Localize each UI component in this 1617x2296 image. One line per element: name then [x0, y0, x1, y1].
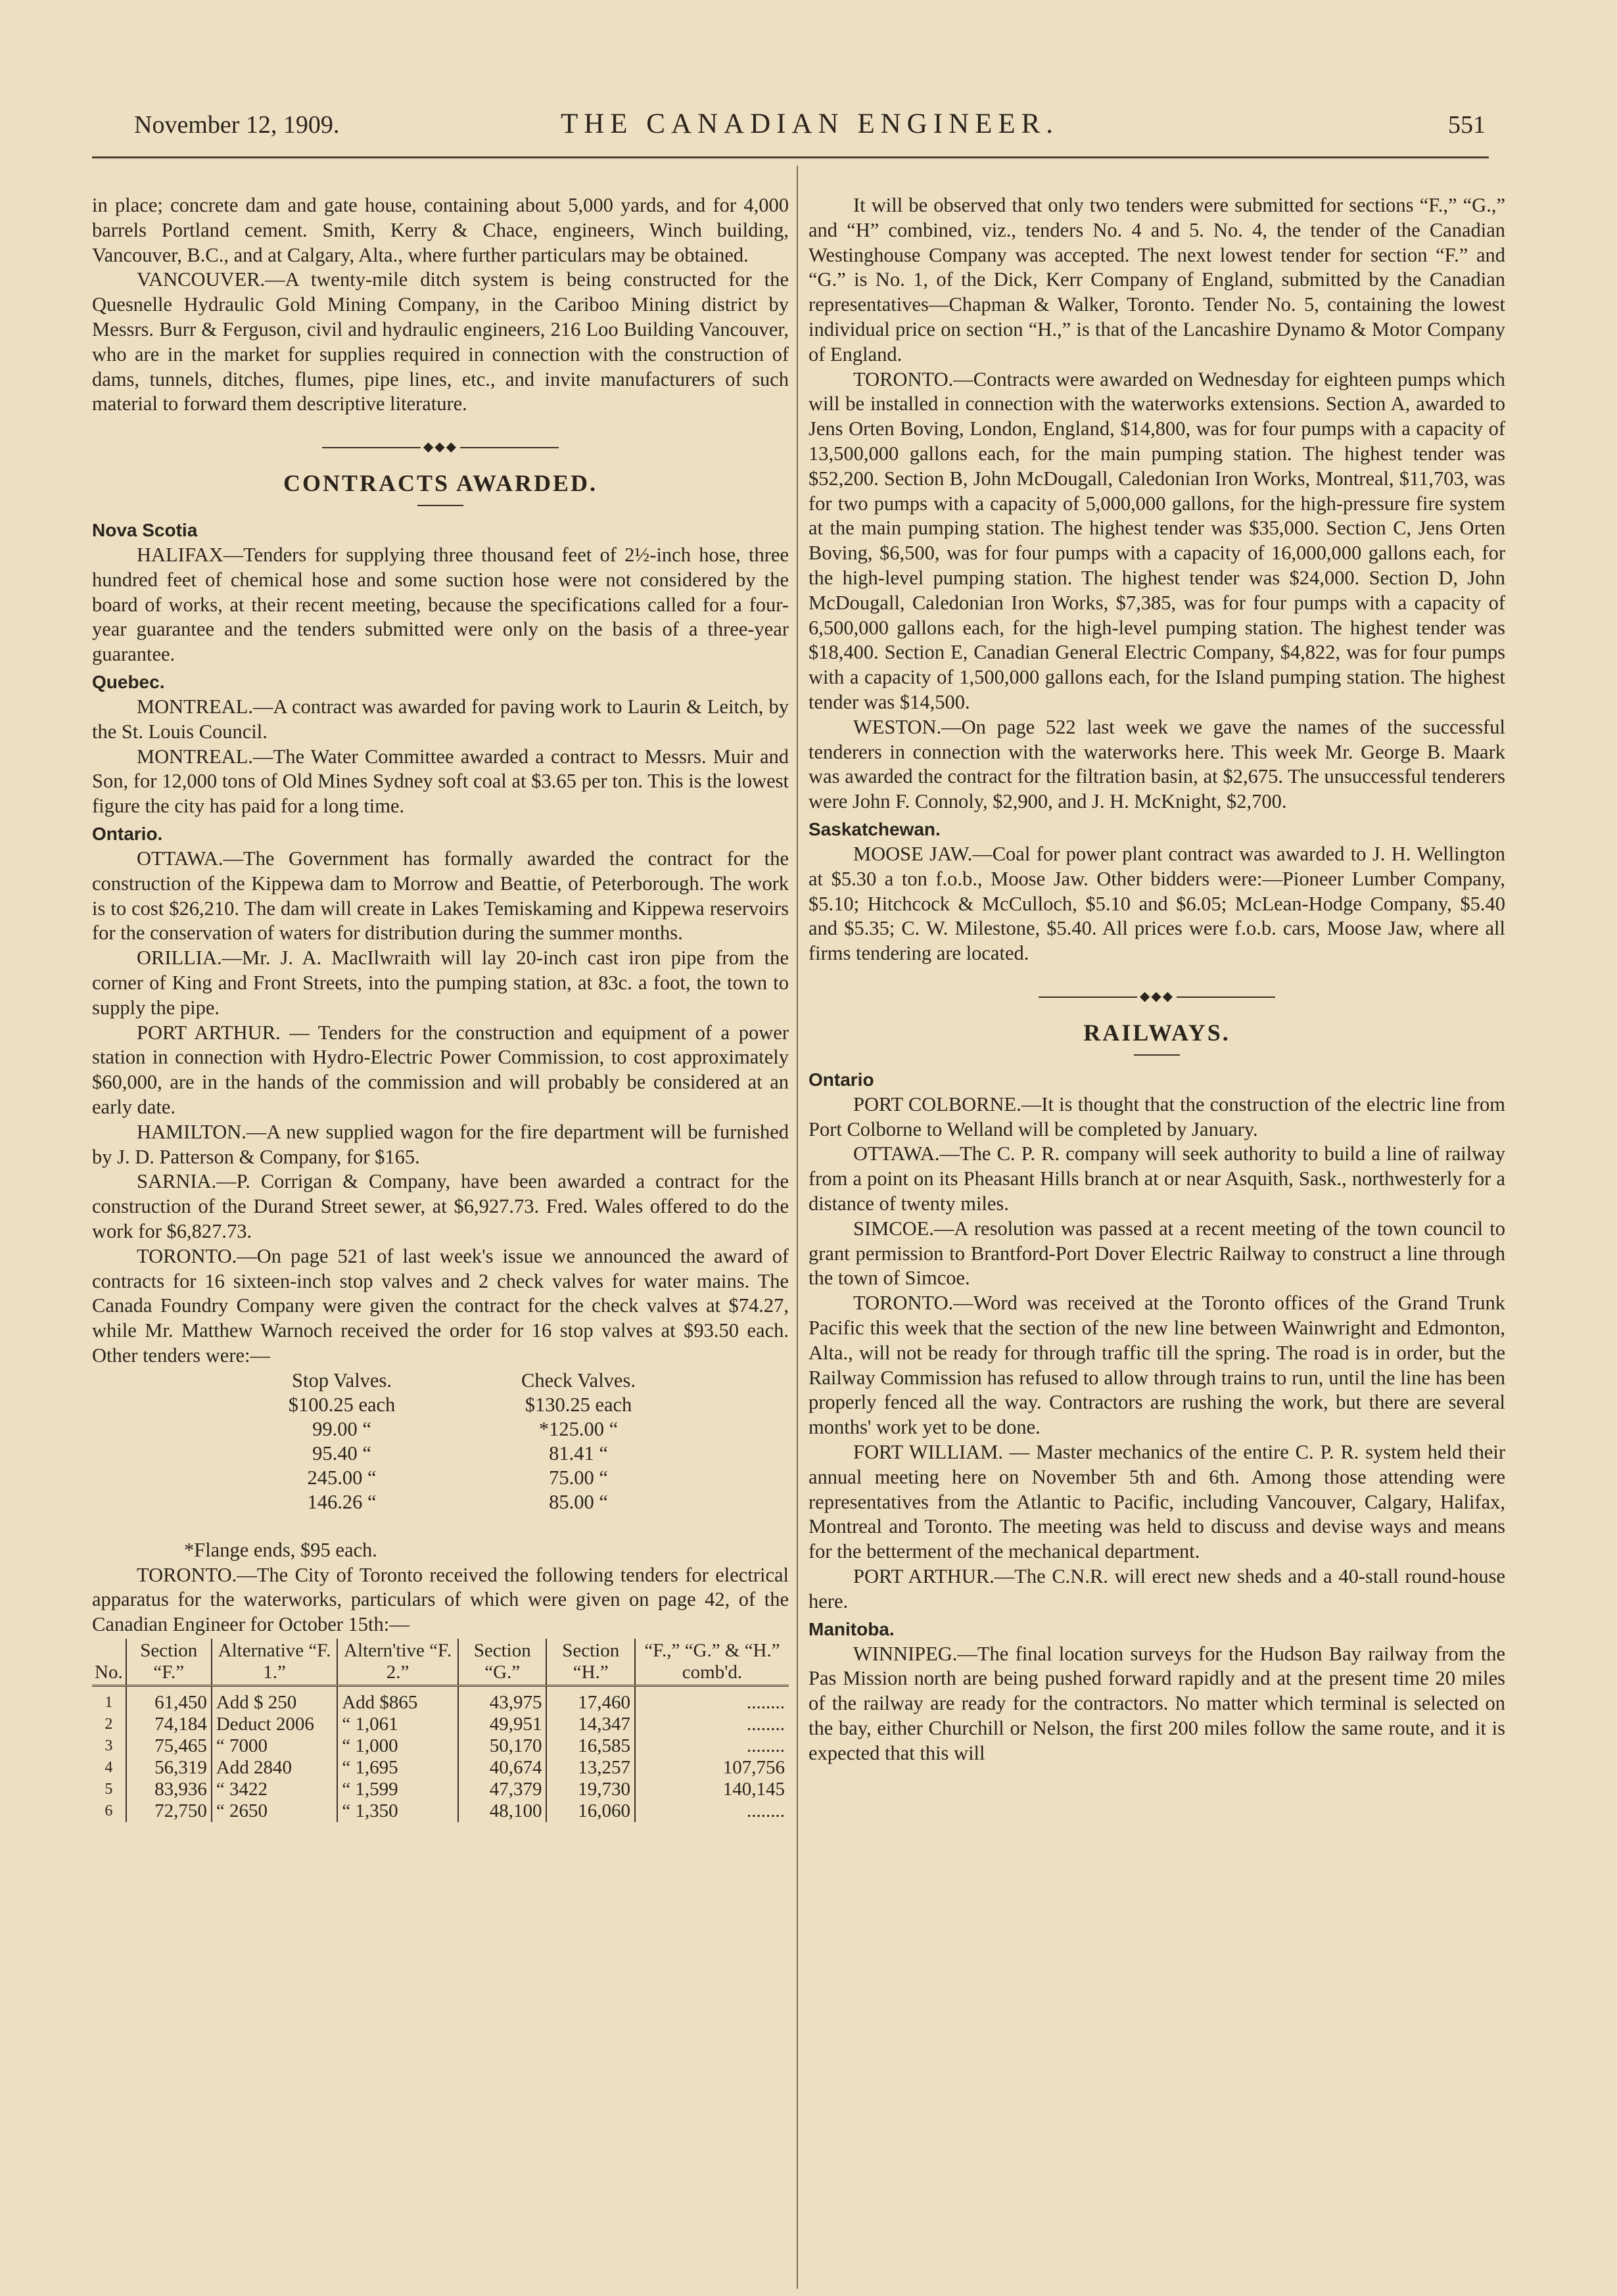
paragraph-winnipeg: WINNIPEG.—The final location surveys for the Hudson Bay railway from the Pas Mission north are being pushed forward rapidly and at the present time 20 miles of the railway are ready for the contractors. No matter which terminal is selected on the bay, either Churchill or Nelson, the first 200 miles follow the same route, and it is expected that this will: [808, 1642, 1505, 1764]
paragraph-port-arthur: PORT ARTHUR. — Tenders for the construction and equipment of a power station in connection with Hydro-Electric Power Commission, to cost approximately $60,000, are in the hands of the commission and will probably be considered at an early date.: [92, 1021, 789, 1118]
table-cell: 83,936: [126, 1779, 212, 1800]
column-header: No.: [92, 1639, 126, 1686]
paragraph-moose-jaw: MOOSE JAW.—Coal for power plant contract was awarded to J. H. Wellington at $5.30 a ton f.o.b., Moose Jaw. Other bidders were:—Pioneer Lumber Company, $5.10; Hitchcock & McCulloch, $5.10 and $6.05; McLean-Hodge Company, $5.40 and $5.35; C. W. Milestone, $5.40. All prices were f.o.b. cars, Moose Jaw, where all firms tendering are located.: [808, 842, 1505, 965]
heading-rule: [417, 505, 463, 506]
region-heading-manitoba: Manitoba.: [808, 1618, 895, 1639]
table-cell: 43,975: [458, 1685, 547, 1714]
table-cell: ........: [747, 1713, 785, 1735]
paragraph-toronto-valves: TORONTO.—On page 521 of last week's issue we announced the award of contracts for 16 sixteen-inch stop valves and 2 check valves for water mains. The Canada Foundry Company were given the contract for the check valves at $74.27, while Mr. Matthew Warnoch received the order for 16 stop valves at $93.50 each. Other tenders were:—: [92, 1244, 789, 1367]
table-cell: “ 1,695: [337, 1757, 458, 1779]
table-cell: 13,257: [546, 1757, 635, 1779]
electrical-tenders-table-block: [92, 1639, 789, 1822]
header-rule: [92, 156, 1489, 158]
stop-valve-price: 146.26 “: [307, 1490, 377, 1513]
table-cell: Add $865: [337, 1685, 458, 1714]
table-cell: “ 1,000: [337, 1735, 458, 1757]
region-heading-saskatchewan: Saskatchewan.: [808, 818, 941, 839]
table-cell: ........: [747, 1735, 785, 1756]
check-valve-price: *125.00 “: [538, 1417, 619, 1440]
paragraph-orillia: ORILLIA.—Mr. J. A. MacIlwraith will lay 20-inch cast iron pipe from the corner of King and Front Streets, into the pumping station, at 83c. a foot, the town to supply the pipe.: [92, 947, 789, 1019]
column-header: Alternative “F. 1.”: [212, 1639, 337, 1686]
table-cell: 4: [92, 1757, 126, 1779]
table-row: [92, 1685, 789, 1714]
region-heading-quebec: Quebec.: [92, 672, 165, 693]
check-valves-header: Check Valves.: [521, 1369, 636, 1392]
region-heading-ontario: Ontario: [808, 1069, 874, 1090]
table-row: [92, 1735, 789, 1757]
paragraph-port-arthur-railway: PORT ARTHUR.—The C.N.R. will erect new sheds and a 40-stall round-house here.: [808, 1564, 1505, 1612]
check-valves-column: [486, 1369, 670, 1514]
check-valve-price: 81.41 “: [549, 1441, 608, 1464]
check-valve-price: 85.00 “: [549, 1490, 608, 1513]
stop-valve-price: 245.00 “: [307, 1466, 377, 1489]
right-column: [808, 193, 1505, 1766]
paragraph-weston: WESTON.—On page 522 last week we gave the names of the successful tenderers in connection with the waterworks here. This week Mr. George B. Maark was awarded the contract for the filtration basin, at $2,675. The unsuccessful tenderers were John F. Connoly, $2,900, and J. H. McKnight, $2,700.: [808, 715, 1505, 813]
table-cell: “ 1,061: [337, 1714, 458, 1735]
paragraph-halifax: HALIFAX—Tenders for supplying three thousand feet of 2½-inch hose, three hundred feet of chemical hose and some suction hose were not considered by the board of works, at their recent meeting, because the specifications called for a four-year guarantee and the tenders submitted were only on the basis of a three-year guarantee.: [92, 544, 789, 666]
contracts-awarded-heading: CONTRACTS AWARDED.: [283, 470, 598, 497]
heading-rule: [1134, 1054, 1180, 1056]
paragraph-vancouver: VANCOUVER.—A twenty-mile ditch system is being constructed for the Quesnelle Hydraulic Gold Mining Company, in the Cariboo Mining district by Messrs. Burr & Ferguson, civil and hydraulic engineers, 216 Loo Building Vancouver, who are in the market for supplies required in connection with the construction of dams, tunnels, ditches, flumes, pipe lines, etc., and invite manufacturers of such material to forward them descriptive literature.: [92, 268, 789, 415]
table-cell: 16,060: [546, 1800, 635, 1822]
paragraph-ottawa-railway: OTTAWA.—The C. P. R. company will seek authority to build a line of railway from a point on its Pheasant Hills branch at or near Asquith, Sask., northwesterly for a distance of twenty miles.: [808, 1142, 1505, 1215]
table-cell: 14,347: [546, 1714, 635, 1735]
table-cell: 6: [92, 1800, 126, 1822]
table-cell: 75,465: [126, 1735, 212, 1757]
table-cell: Add 2840: [212, 1757, 337, 1779]
paragraph-montreal-1: MONTREAL.—A contract was awarded for paving work to Laurin & Leitch, by the St. Louis Council.: [92, 695, 789, 743]
table-row: [92, 1757, 789, 1779]
region-heading-nova-scotia: Nova Scotia: [92, 520, 198, 541]
table-cell: ........: [747, 1800, 785, 1821]
paragraph-simcoe: SIMCOE.—A resolution was passed at a recent meeting of the town council to grant permission to Brantford-Port Dover Electric Railway to construct a line through the town of Simcoe.: [808, 1217, 1505, 1290]
table-cell: 47,379: [458, 1779, 547, 1800]
issue-date: November 12, 1909.: [134, 111, 340, 139]
table-cell: 19,730: [546, 1779, 635, 1800]
paragraph-toronto-electrical: TORONTO.—The City of Toronto received the following tenders for electrical apparatus for the waterworks, particulars of which were given on page 42, of the Canadian Engineer for October 15th:—: [92, 1563, 789, 1636]
table-cell: 140,145: [722, 1778, 785, 1800]
stop-valve-price: 99.00 “: [312, 1417, 371, 1440]
running-header: [134, 110, 1486, 150]
page-number: 551: [1448, 111, 1486, 139]
table-cell: 48,100: [458, 1800, 547, 1822]
valve-tenders-list: [92, 1369, 789, 1538]
stop-valves-column: [256, 1369, 427, 1514]
table-cell: “ 1,599: [337, 1779, 458, 1800]
valve-footnote: *Flange ends, $95 each.: [184, 1538, 377, 1561]
table-cell: 50,170: [458, 1735, 547, 1757]
table-cell: 2: [92, 1714, 126, 1735]
table-cell: “ 1,350: [337, 1800, 458, 1822]
railways-heading: RAILWAYS.: [1083, 1019, 1230, 1046]
paragraph-ottawa: OTTAWA.—The Government has formally awarded the contract for the construction of the Kippewa dam to Morrow and Beattie, of Peterborough. The work is to cost $26,210. The dam will create in Lakes Temiskaming and Kippewa reservoirs for the conservation of waters for distribution during the summer months.: [92, 847, 789, 945]
check-valve-price: $130.25 each: [525, 1393, 632, 1416]
column-divider: [797, 166, 798, 2289]
section-ornament: ◆◆◆: [808, 983, 1505, 1010]
table-row: [92, 1714, 789, 1735]
paragraph-port-colborne: PORT COLBORNE.—It is thought that the construction of the electric line from Port Colborne to Welland will be completed by January.: [808, 1092, 1505, 1140]
table-cell: 3: [92, 1735, 126, 1757]
table-row: [92, 1800, 789, 1822]
paragraph-toronto-pumps: TORONTO.—Contracts were awarded on Wednesday for eighteen pumps which will be installed in connection with the waterworks extensions. Section A, awarded to Jens Orten Boving, London, England, $14,800, was for four pumps with a capacity of 13,500,000 gallons each, for the main pumping station. The highest tender was $52,200. Section B, John McDougall, Caledonian Iron Works, Montreal, $11,703, was for two pumps with a capacity of 5,000,000 gallons, for the high-pressure fire system at the main pumping station. The highest tender was $35,000. Section C, Jens Orten Boving, $6,500, was for four pumps with a capacity of 16,000,000 gallons each, for the high-level pumping station. The highest tender was $24,000. Section D, John McDougall, Caledonian Iron Works, $7,385, was for four pumps with a capacity of 6,500,000 gallons each, for the high-level pumping station. The highest tender was $18,400. Section E, Canadian General Electric Company, $4,822, was for four pumps with a capacity of 1,500,000 gallons each, for the Island pumping station. The highest tender was $14,500.: [808, 367, 1505, 713]
column-header: “F.,” “G.” & “H.” comb'd.: [644, 1639, 780, 1683]
table-cell: 1: [92, 1685, 126, 1714]
table-cell: 40,674: [458, 1757, 547, 1779]
table-cell: 16,585: [546, 1735, 635, 1757]
stop-valve-price: 95.40 “: [312, 1441, 371, 1464]
column-header: Section “H.”: [546, 1639, 635, 1686]
table-cell: 61,450: [126, 1685, 212, 1714]
table-cell: Add $ 250: [212, 1685, 337, 1714]
table-cell: “ 3422: [212, 1779, 337, 1800]
table-cell: Deduct 2006: [212, 1714, 337, 1735]
column-header: Section “F.”: [126, 1639, 212, 1686]
section-ornament: ◆◆◆: [92, 434, 789, 460]
table-cell: 49,951: [458, 1714, 547, 1735]
left-column: [92, 193, 789, 1822]
paragraph-observed: It will be observed that only two tenders were submitted for sections “F.,” “G.,” and “H” combined, viz., tenders No. 4 and 5. No. 4, the tender of the Canadian Westinghouse Company was accepted. The next lowest tender for section “F.” and “G.” is No. 1, of the Dick, Kerr Company of England, submitted by the Canadian representatives—Chapman & Walker, Toronto. Tender No. 5, containing the lowest individual price on section “H.,” is that of the Lancashire Dynamo & Motor Company of England.: [808, 194, 1505, 365]
column-header: Altern'tive “F. 2.”: [337, 1639, 458, 1686]
column-header: Section “G.”: [458, 1639, 547, 1686]
paragraph-intro: in place; concrete dam and gate house, containing about 5,000 yards, and for 4,000 barrels Portland cement. Smith, Kerry & Chace, engineers, Winch building, Vancouver, B.C., and at Calgary, Alta., where further particulars may be obtained.: [92, 194, 789, 266]
paragraph-hamilton: HAMILTON.—A new supplied wagon for the fire department will be furnished by J. D. Patterson & Company, for $165.: [92, 1120, 789, 1168]
table-cell: 17,460: [546, 1685, 635, 1714]
table-cell: 74,184: [126, 1714, 212, 1735]
table-cell: 107,756: [722, 1756, 785, 1778]
region-heading-ontario: Ontario.: [92, 824, 163, 845]
table-cell: ........: [747, 1691, 785, 1713]
paragraph-fort-william: FORT WILLIAM. — Master mechanics of the entire C. P. R. system held their annual meeting here on November 5th and 6th. Among those attending were representatives from the Atlantic to Pacific, including Vancouver, Calgary, Halifax, Montreal and Toronto. The meeting was held to discuss and devise ways and means for the betterment of the mechanical department.: [808, 1440, 1505, 1563]
table-row: [92, 1779, 789, 1800]
table-cell: 56,319: [126, 1757, 212, 1779]
stop-valves-header: Stop Valves.: [292, 1369, 392, 1392]
table-cell: 5: [92, 1779, 126, 1800]
paragraph-toronto-railway: TORONTO.—Word was received at the Toronto offices of the Grand Trunk Pacific this week that the section of the new line between Wainwright and Edmonton, Alta., will not be ready for through traffic till the spring. The road is in order, but the Railway Commission has refused to allow through trains to run, until the line has been properly fenced all the way. Contractors are rushing the work, but there are several months' work yet to be done.: [808, 1292, 1505, 1439]
paragraph-sarnia: SARNIA.—P. Corrigan & Company, have been awarded a contract for the construction of the Durand Street sewer, at $6,927.73. Fred. Wales offered to do the work for $6,827.73.: [92, 1170, 789, 1242]
electrical-tenders-table: [92, 1639, 789, 1822]
journal-title: THE CANADIAN ENGINEER.: [560, 108, 1060, 139]
table-header-row: [92, 1639, 789, 1686]
stop-valve-price: $100.25 each: [288, 1393, 396, 1416]
table-cell: “ 2650: [212, 1800, 337, 1822]
table-cell: 72,750: [126, 1800, 212, 1822]
check-valve-price: 75.00 “: [549, 1466, 608, 1489]
table-cell: “ 7000: [212, 1735, 337, 1757]
paragraph-montreal-2: MONTREAL.—The Water Committee awarded a contract to Messrs. Muir and Son, for 12,000 tons of Old Mines Sydney soft coal at $3.65 per ton. This is the lowest figure the city has paid for a long time.: [92, 745, 789, 818]
